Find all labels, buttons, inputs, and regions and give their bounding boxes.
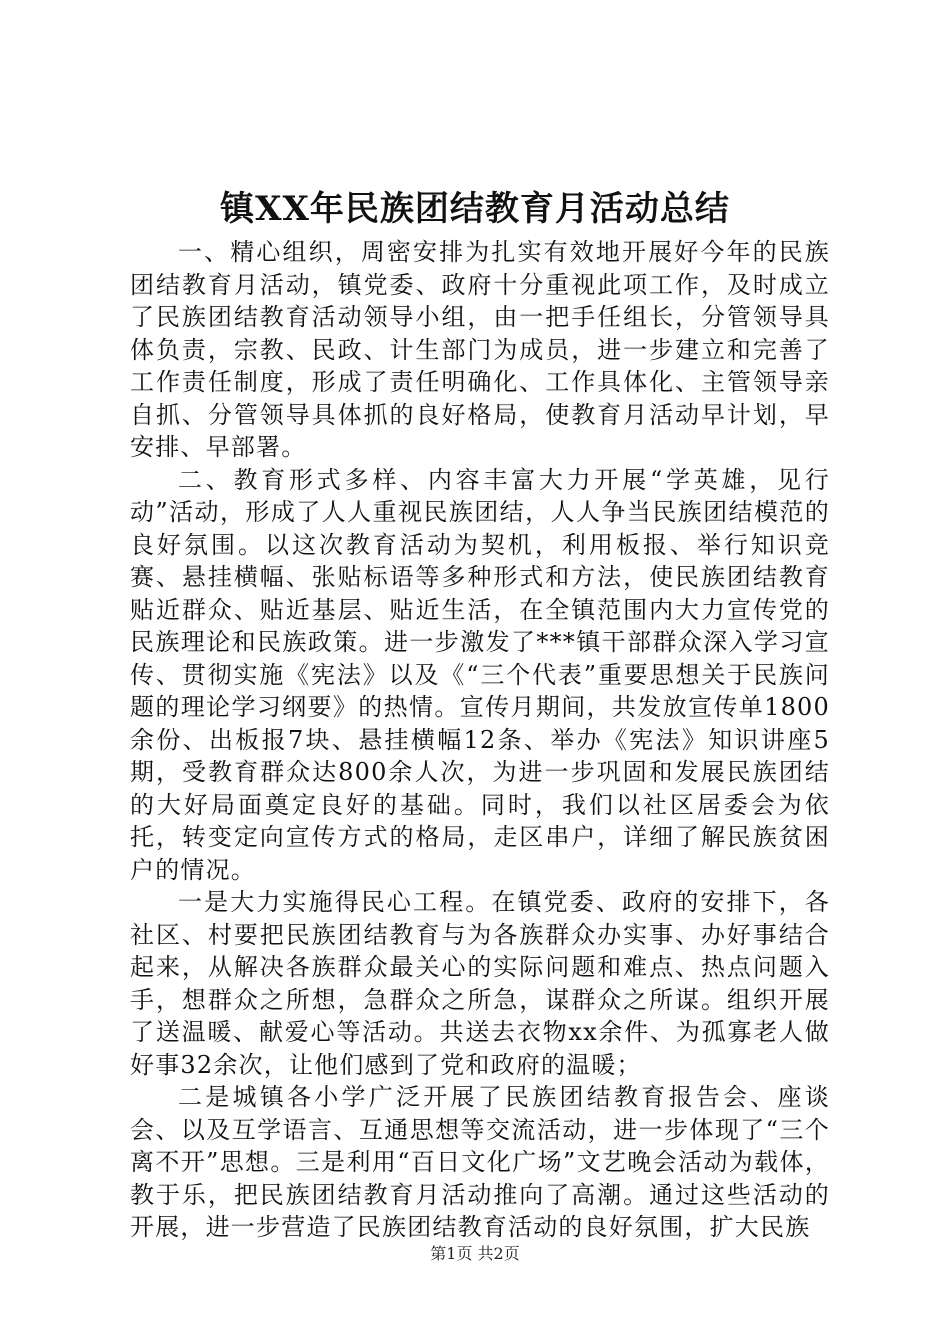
page-footer: 第1页 共2页 — [430, 1244, 520, 1263]
paragraph-school-activities: 二是城镇各小学广泛开展了民族团结教育报告会、座谈会、以及互学语言、互通思想等交流活动，进一步体现了“三个离不开”思想。三是利用“百日文化广场”文艺晚会活动为载体，教于乐，把民族团结教育月活动推向了高潮。通过这些活动的开展，进一步营造了民族团结教育活动的良好氛围，扩大民族 — [130, 1083, 830, 1241]
paragraph-organization: 一、精心组织，周密安排为扎实有效地开展好今年的民族团结教育月活动，镇党委、政府十分重视此项工作，及时成立了民族团结教育活动领导小组，由一把手任组长，分管领导具体负责，宗教、民政、计生部门为成员，进一步建立和完善了工作责任制度，形成了责任明确化、工作具体化、主管领导亲自抓、分管领导具体抓的良好格局，使教育月活动早计划，早安排、早部署。 — [130, 238, 830, 461]
paragraph-education-forms: 二、教育形式多样、内容丰富大力开展“学英雄，见行动”活动，形成了人人重视民族团结，人人争当民族团结模范的良好氛围。以这次教育活动为契机，利用板报、举行知识竞赛、悬挂横幅、张贴标语等多种形式和方法，使民族团结教育贴近群众、贴近基层、贴近生活，在全镇范围内大力宣传党的民族理论和民族政策。进一步激发了***镇干部群众深入学习宣传、贯彻实施《宪法》以及《“三个代表”重要思想关于民族问题的理论学习纲要》的热情。宣传月期间，共发放宣传单1800余份、出板报7块、悬挂横幅12条、举办《宪法》知识讲座5期，受教育群众达800余人次，为进一步巩固和发展民族团结的大好局面奠定良好的基础。同时，我们以社区居委会为依托，转变定向宣传方式的格局，走区串户，详细了解民族贫困户的情况。 — [130, 465, 830, 884]
paragraph-popular-projects: 一是大力实施得民心工程。在镇党委、政府的安排下，各社区、村要把民族团结教育与为各族群众办实事、办好事结合起来，从解决各族群众最关心的实际问题和难点、热点问题入手，想群众之所想，急群众之所急，谋群众之所谋。组织开展了送温暖、献爱心等活动。共送去衣物xx余件、为孤寡老人做好事32余次，让他们感到了党和政府的温暖； — [130, 888, 830, 1079]
document-title: 镇XX年民族团结教育月活动总结 — [220, 189, 730, 229]
document-body — [130, 236, 830, 1244]
